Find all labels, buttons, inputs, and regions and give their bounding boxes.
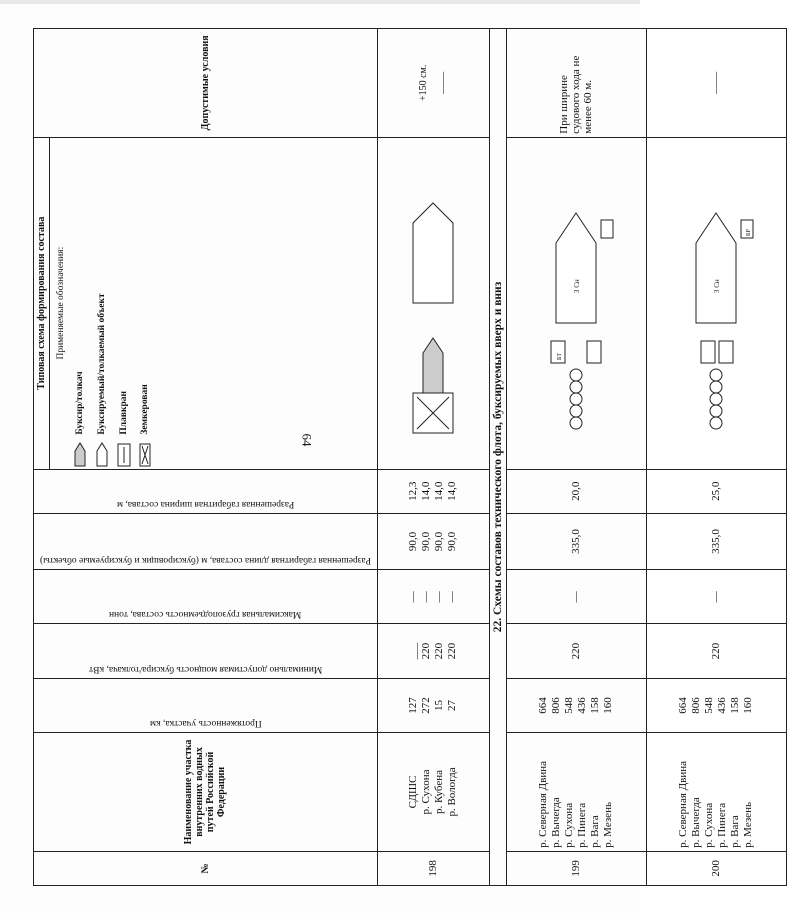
tug-icon bbox=[73, 441, 87, 467]
rotated-table-sheet bbox=[33, 28, 755, 886]
allowed-length-cell: 335,0 bbox=[506, 513, 646, 569]
lengths-cell: 664 806 548 436 158 160 bbox=[646, 678, 786, 732]
row-num: 198 bbox=[377, 851, 489, 885]
section-title: 22. Схемы составов технического флота, буксируемых вверх и вниз bbox=[489, 29, 506, 886]
legend-towed: Буксируемый/толкаемый объект bbox=[95, 140, 109, 467]
allowed-lengths-cell: 90,0 90,0 90,0 90,0 bbox=[377, 513, 489, 569]
capacity-cell: — bbox=[506, 570, 646, 624]
convoy-diagram-icon bbox=[661, 153, 771, 453]
legend-crane: Плавкран bbox=[117, 140, 131, 467]
powers-cell: ___ 220 220 220 bbox=[377, 624, 489, 678]
table-row-200 bbox=[646, 29, 786, 886]
legend-title: Применяемые обозначения: bbox=[55, 246, 66, 360]
allowed-length-cell: 335,0 bbox=[646, 513, 786, 569]
crane-tag-label: БР bbox=[746, 229, 753, 237]
dredger-icon bbox=[138, 441, 152, 467]
table-row-199 bbox=[506, 29, 646, 886]
power-cell: 220 bbox=[506, 624, 646, 678]
col-capacity-header: Максимальная грузоподъемность состава, тонн bbox=[34, 570, 378, 624]
allowed-widths-cell: 12,3 14,0 14,0 14,0 bbox=[377, 469, 489, 513]
allowed-width-cell: 20,0 bbox=[506, 469, 646, 513]
col-conditions-header: Допустимые условия bbox=[34, 29, 378, 138]
capacities-cell: — — — — bbox=[377, 570, 489, 624]
condition-199: При ширине судового хода не менее 60 м. bbox=[506, 29, 646, 138]
table-row-198 bbox=[377, 29, 489, 886]
crane-icon bbox=[117, 441, 131, 467]
convoy-diagram-icon bbox=[521, 153, 631, 453]
col-power-header: Минимально допустимая мощность буксира/толкача, кВт bbox=[34, 624, 378, 678]
condition-198: +150 см. —— bbox=[377, 29, 489, 138]
section-row bbox=[489, 29, 506, 886]
header-row bbox=[34, 29, 378, 886]
page-number: 64 bbox=[299, 433, 315, 447]
regulation-table bbox=[33, 28, 787, 886]
row-num: 199 bbox=[506, 851, 646, 885]
scan-edge bbox=[0, 0, 640, 4]
towed-object-icon bbox=[95, 441, 109, 467]
scheme-title: Типовая схема формирования состава bbox=[34, 138, 50, 469]
col-scheme-header bbox=[34, 137, 378, 469]
lengths-cell: 127 272 15 27 bbox=[377, 678, 489, 732]
capacity-cell: — bbox=[646, 570, 786, 624]
scheme-199 bbox=[506, 137, 646, 469]
names-cell: р. Северная Двина р. Вычегда р. Сухона р. Пинега р. Вага р. Мезень bbox=[506, 733, 646, 852]
row-num: 200 bbox=[646, 851, 786, 885]
col-name-header: Наименование участка внутренних водных путей Российской Федерации bbox=[34, 733, 378, 852]
convoy-diagram-icon bbox=[383, 153, 483, 453]
small-label: БТ bbox=[557, 353, 564, 361]
col-allowed-width-header: Разрешенная габаритная ширина состава, м bbox=[34, 469, 378, 513]
col-allowed-length-header: Разрешенная габаритная длина состава, м (буксировщик и буксируемые объекты) bbox=[34, 513, 378, 569]
col-length-header: Протяженность участка, км bbox=[34, 678, 378, 732]
names-cell: СДШС р. Сухона р. Кубена р. Вологда bbox=[377, 733, 489, 852]
names-cell: р. Северная Двина р. Вычегда р. Сухона р. Пинега р. Вага р. Мезень bbox=[646, 733, 786, 852]
condition-200: —— bbox=[646, 29, 786, 138]
lengths-cell: 664 806 548 436 158 160 bbox=[506, 678, 646, 732]
vessel-label: З Сн bbox=[573, 279, 582, 294]
allowed-width-cell: 25,0 bbox=[646, 469, 786, 513]
legend-tug: Буксир/толкач bbox=[73, 140, 87, 467]
vessel-label: З Сн bbox=[713, 279, 722, 294]
scheme-200 bbox=[646, 137, 786, 469]
legend-dredger: Земкерован bbox=[138, 140, 152, 467]
power-cell: 220 bbox=[646, 624, 786, 678]
col-num-header: № bbox=[34, 851, 378, 885]
scheme-198 bbox=[377, 137, 489, 469]
